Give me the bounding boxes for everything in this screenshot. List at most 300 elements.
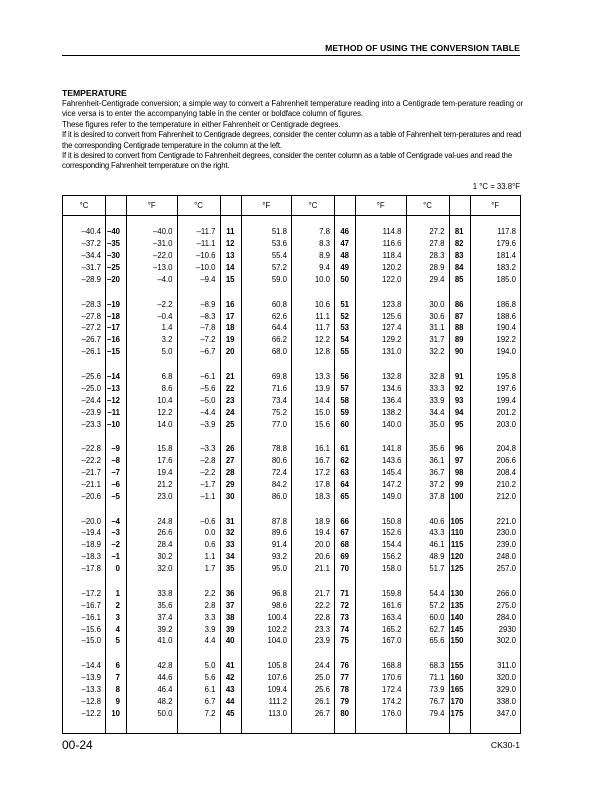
table-row xyxy=(63,551,521,563)
center-value-cell: –4 xyxy=(111,516,120,526)
center-value-cell: 7 xyxy=(115,673,120,682)
center-value-cell: 66 xyxy=(340,516,349,526)
temperature-cell: 122.0 xyxy=(356,274,407,286)
intro-text xyxy=(62,99,524,172)
temperature-cell: 46.1 xyxy=(406,539,449,551)
center-value-cell: 38 xyxy=(225,612,235,622)
temperature-cell: 71.6 xyxy=(241,383,292,395)
temperature-cell: 204.8 xyxy=(470,443,521,455)
temperature-cell: 30.0 xyxy=(406,299,449,311)
temperature-cell: –21.1 xyxy=(63,479,106,491)
temperature-cell: –10.6 xyxy=(177,250,220,262)
table-row xyxy=(63,407,521,419)
center-value-cell: 61 xyxy=(340,444,349,454)
table-row xyxy=(63,600,521,612)
temperature-cell: 65.6 xyxy=(406,636,449,648)
center-value-cell: 59 xyxy=(340,407,349,417)
temperature-cell: –8.9 xyxy=(177,299,220,311)
temperature-cell: 25.0 xyxy=(292,672,335,684)
center-value-cell: –14 xyxy=(106,371,120,381)
column-header: °F xyxy=(241,196,292,216)
temperature-cell: 60.8 xyxy=(241,299,292,311)
temperature-cell: 12.8 xyxy=(292,346,335,358)
center-value-cell: 3 xyxy=(115,612,120,622)
temperature-cell: 13.9 xyxy=(292,383,335,395)
temperature-cell: 15.6 xyxy=(292,419,335,431)
temperature-cell: –3.3 xyxy=(177,443,220,455)
temperature-cell: 23.9 xyxy=(292,636,335,648)
center-value-cell: 49 xyxy=(340,263,349,273)
table-row xyxy=(63,563,521,575)
temperature-cell: –17.8 xyxy=(63,563,106,575)
table-row xyxy=(63,311,521,323)
temperature-cell: –10.0 xyxy=(177,262,220,274)
temperature-cell: 8.6 xyxy=(127,383,178,395)
temperature-cell: 53.6 xyxy=(241,238,292,250)
center-value-cell: –35 xyxy=(106,239,120,249)
temperature-cell: 26.1 xyxy=(292,696,335,708)
temperature-cell: –22.0 xyxy=(127,250,178,262)
center-value-cell: –11 xyxy=(107,407,120,417)
temperature-cell: 1.7 xyxy=(177,563,220,575)
column-header: °C xyxy=(177,196,220,216)
center-value-cell: 91 xyxy=(454,371,464,381)
temperature-cell: 183.2 xyxy=(470,262,521,274)
center-value-cell: 14 xyxy=(225,263,235,273)
temperature-cell: 5.0 xyxy=(127,346,178,358)
temperature-cell: 21.2 xyxy=(127,479,178,491)
temperature-cell: 129.2 xyxy=(356,335,407,347)
temperature-cell: 21.1 xyxy=(292,563,335,575)
temperature-cell: 18.3 xyxy=(292,491,335,503)
center-value-cell: –6 xyxy=(111,479,120,489)
temperature-cell: 62.6 xyxy=(241,311,292,323)
center-value-cell: –25 xyxy=(106,263,120,273)
temperature-cell: 24.4 xyxy=(292,660,335,672)
column-header: °F xyxy=(356,196,407,216)
center-value-cell: 1 xyxy=(115,588,120,598)
temperature-cell: 35.6 xyxy=(127,600,178,612)
temperature-cell: 5.0 xyxy=(177,660,220,672)
center-value-cell: –13 xyxy=(106,383,120,393)
temperature-cell: 41.0 xyxy=(127,636,178,648)
temperature-cell: 338.0 xyxy=(470,696,521,708)
temperature-cell: 8.3 xyxy=(292,238,335,250)
temperature-cell: –1.1 xyxy=(177,491,220,503)
temperature-cell: 48.9 xyxy=(406,551,449,563)
temperature-cell: 50.0 xyxy=(127,708,178,720)
spacer-row xyxy=(63,575,521,588)
temperature-cell: –25.0 xyxy=(63,383,106,395)
temperature-cell: 14.4 xyxy=(292,395,335,407)
temperature-cell: –31.0 xyxy=(127,238,178,250)
center-value-cell: 25 xyxy=(225,419,235,429)
temperature-cell: 176.0 xyxy=(356,708,407,720)
temperature-cell: 20.0 xyxy=(292,539,335,551)
temperature-cell: 29.4 xyxy=(406,274,449,286)
center-value-cell: 80 xyxy=(340,708,349,718)
temperature-cell: 89.6 xyxy=(241,528,292,540)
temperature-cell: 208.4 xyxy=(470,467,521,479)
center-value-cell: 17 xyxy=(225,311,235,321)
temperature-cell: 170.6 xyxy=(356,672,407,684)
center-value-cell: 44 xyxy=(225,696,235,706)
temperature-cell: 197.6 xyxy=(470,383,521,395)
center-value-cell: 29 xyxy=(225,479,235,489)
temperature-cell: 93.2 xyxy=(241,551,292,563)
temperature-cell: 27.2 xyxy=(406,227,449,239)
center-value-cell: 105 xyxy=(450,516,464,526)
temperature-cell: –3.9 xyxy=(177,419,220,431)
temperature-cell: –12.8 xyxy=(63,696,106,708)
temperature-cell: 181.4 xyxy=(470,250,521,262)
temperature-cell: 30.2 xyxy=(127,551,178,563)
temperature-cell: 7.2 xyxy=(177,708,220,720)
temperature-cell: 10.4 xyxy=(127,395,178,407)
center-value-cell: 58 xyxy=(340,395,349,405)
temperature-cell: 161.6 xyxy=(356,600,407,612)
center-value-cell: 26 xyxy=(225,444,235,454)
temperature-cell: –13.0 xyxy=(127,262,178,274)
temperature-cell: 347.0 xyxy=(470,708,521,720)
temperature-cell: 48.2 xyxy=(127,696,178,708)
page-number: 00-24 xyxy=(62,738,93,752)
temperature-cell: 32.8 xyxy=(406,371,449,383)
temperature-cell: 32.2 xyxy=(406,346,449,358)
table-row xyxy=(63,636,521,648)
temperature-cell: 23.0 xyxy=(127,491,178,503)
center-value-cell: 24 xyxy=(225,407,235,417)
temperature-cell: 6.1 xyxy=(177,684,220,696)
temperature-cell: 199.4 xyxy=(470,395,521,407)
table-row xyxy=(63,467,521,479)
temperature-cell: –4.0 xyxy=(127,274,178,286)
center-value-cell: 145 xyxy=(450,624,464,634)
temperature-cell: 5.6 xyxy=(177,672,220,684)
temperature-cell: 55.4 xyxy=(241,250,292,262)
table-row xyxy=(63,516,521,528)
temperature-cell: 17.8 xyxy=(292,479,335,491)
temperature-cell: 127.4 xyxy=(356,323,407,335)
temperature-cell: 1.4 xyxy=(127,323,178,335)
center-value-cell: 18 xyxy=(225,323,235,333)
temperature-cell: 1.1 xyxy=(177,551,220,563)
temperature-cell: 33.8 xyxy=(127,588,178,600)
center-value-cell: 87 xyxy=(454,311,464,321)
temperature-cell: 79.4 xyxy=(406,708,449,720)
table-row xyxy=(63,335,521,347)
temperature-cell: 12.2 xyxy=(292,335,335,347)
center-value-cell: 71 xyxy=(340,588,349,598)
temperature-cell: 125.6 xyxy=(356,311,407,323)
center-value-cell: 95 xyxy=(454,419,464,429)
center-value-cell: 21 xyxy=(225,371,235,381)
temperature-cell: 10.0 xyxy=(292,274,335,286)
center-value-cell: 96 xyxy=(454,444,464,454)
center-value-cell: 13 xyxy=(225,251,235,261)
center-value-cell: 77 xyxy=(340,673,349,682)
temperature-cell: 26.7 xyxy=(292,708,335,720)
temperature-cell: 158.0 xyxy=(356,563,407,575)
center-value-cell: 78 xyxy=(340,684,349,694)
temperature-cell: 4.4 xyxy=(177,636,220,648)
temperature-cell: 31.7 xyxy=(406,335,449,347)
center-value-cell: –9 xyxy=(111,444,120,454)
temperature-cell: 248.0 xyxy=(470,551,521,563)
center-value-cell: 120 xyxy=(450,552,464,562)
temperature-cell: 17.6 xyxy=(127,455,178,467)
table-row xyxy=(63,491,521,503)
table-row xyxy=(63,479,521,491)
temperature-cell: 141.8 xyxy=(356,443,407,455)
center-value-cell: 98 xyxy=(454,468,464,478)
temperature-cell: 6.7 xyxy=(177,696,220,708)
temperature-cell: 71.1 xyxy=(406,672,449,684)
center-value-cell: 65 xyxy=(340,491,349,501)
temperature-cell: 8.9 xyxy=(292,250,335,262)
temperature-cell: 11.7 xyxy=(292,323,335,335)
spacer-row xyxy=(63,503,521,516)
temperature-cell: 19.4 xyxy=(292,528,335,540)
center-value-cell: 81 xyxy=(454,227,464,237)
temperature-cell: 26.6 xyxy=(127,528,178,540)
temperature-cell: 36.7 xyxy=(406,467,449,479)
temperature-cell: 154.4 xyxy=(356,539,407,551)
center-value-cell: 86 xyxy=(454,299,464,309)
temperature-cell: 192.2 xyxy=(470,335,521,347)
center-value-cell: 11 xyxy=(226,227,235,237)
center-value-cell: 51 xyxy=(340,299,349,309)
temperature-cell: –0.4 xyxy=(127,311,178,323)
temperature-cell: –15.6 xyxy=(63,624,106,636)
temperature-cell: 51.8 xyxy=(241,227,292,239)
table-body xyxy=(63,216,521,734)
temperature-cell: 174.2 xyxy=(356,696,407,708)
center-value-cell: 99 xyxy=(454,479,464,489)
unit-note: 1 °C = 33.8°F xyxy=(472,182,520,191)
temperature-cell: –13.3 xyxy=(63,684,106,696)
center-value-cell: 6 xyxy=(115,661,120,671)
center-value-cell: 110 xyxy=(450,528,464,538)
temperature-cell: –26.1 xyxy=(63,346,106,358)
temperature-cell: 0.0 xyxy=(177,528,220,540)
center-value-cell: 54 xyxy=(340,335,349,345)
temperature-cell: 35.0 xyxy=(406,419,449,431)
temperature-cell: 132.8 xyxy=(356,371,407,383)
temperature-cell: 2.2 xyxy=(177,588,220,600)
table-row xyxy=(63,443,521,455)
center-value-cell: 46 xyxy=(340,227,349,237)
spacer-row xyxy=(63,358,521,371)
temperature-cell: 149.0 xyxy=(356,491,407,503)
temperature-cell: 9.4 xyxy=(292,262,335,274)
temperature-cell: 3.2 xyxy=(127,335,178,347)
temperature-cell: –31.7 xyxy=(63,262,106,274)
temperature-cell: 96.8 xyxy=(241,588,292,600)
center-value-cell: 53 xyxy=(340,323,349,333)
temperature-cell: –19.4 xyxy=(63,528,106,540)
column-header xyxy=(220,196,241,216)
center-value-cell: 60 xyxy=(340,419,349,429)
center-value-cell: 69 xyxy=(340,552,349,562)
center-value-cell: 4 xyxy=(115,624,120,634)
temperature-cell: –14.4 xyxy=(63,660,106,672)
temperature-cell: 266.0 xyxy=(470,588,521,600)
temperature-cell: 54.4 xyxy=(406,588,449,600)
temperature-cell: 105.8 xyxy=(241,660,292,672)
temperature-cell: –18.9 xyxy=(63,539,106,551)
center-value-cell: 160 xyxy=(450,673,464,682)
center-value-cell: 89 xyxy=(454,335,464,345)
temperature-cell: –25.6 xyxy=(63,371,106,383)
temperature-cell: 43.3 xyxy=(406,528,449,540)
temperature-cell: 2.8 xyxy=(177,600,220,612)
temperature-cell: –17.2 xyxy=(63,588,106,600)
temperature-cell: –0.6 xyxy=(177,516,220,528)
temperature-cell: 17.2 xyxy=(292,467,335,479)
center-value-cell: 140 xyxy=(450,612,464,622)
table-row xyxy=(63,346,521,358)
temperature-cell: 33.9 xyxy=(406,395,449,407)
spacer-row xyxy=(63,431,521,444)
center-value-cell: 82 xyxy=(454,239,464,249)
temperature-cell: 87.8 xyxy=(241,516,292,528)
temperature-cell: 60.0 xyxy=(406,612,449,624)
temperature-cell: –11.7 xyxy=(177,227,220,239)
header-rule xyxy=(62,55,520,56)
center-value-cell: 88 xyxy=(454,323,464,333)
center-value-cell: 33 xyxy=(225,540,235,550)
table-header-row xyxy=(63,196,521,216)
temperature-cell: 190.4 xyxy=(470,323,521,335)
temperature-cell: –2.2 xyxy=(177,467,220,479)
center-value-cell: 56 xyxy=(340,371,349,381)
table-row xyxy=(63,274,521,286)
temperature-cell: 18.9 xyxy=(292,516,335,528)
center-value-cell: 79 xyxy=(340,696,349,706)
center-value-cell: 125 xyxy=(450,564,464,574)
temperature-cell: 75.2 xyxy=(241,407,292,419)
center-value-cell: 15 xyxy=(225,274,235,284)
temperature-cell: 21.7 xyxy=(292,588,335,600)
temperature-cell: –6.1 xyxy=(177,371,220,383)
temperature-cell: –11.1 xyxy=(177,238,220,250)
temperature-cell: –26.7 xyxy=(63,335,106,347)
temperature-cell: 138.2 xyxy=(356,407,407,419)
table-row xyxy=(63,419,521,431)
temperature-cell: 39.2 xyxy=(127,624,178,636)
temperature-cell: –1.7 xyxy=(177,479,220,491)
table-row xyxy=(63,708,521,720)
center-value-cell: 41 xyxy=(225,661,235,671)
temperature-cell: 168.8 xyxy=(356,660,407,672)
temperature-cell: 172.4 xyxy=(356,684,407,696)
center-value-cell: 72 xyxy=(340,600,349,610)
center-value-cell: 31 xyxy=(225,516,235,526)
center-value-cell: –3 xyxy=(111,528,120,538)
spacer-row xyxy=(63,286,521,299)
temperature-cell: –24.4 xyxy=(63,395,106,407)
center-value-cell: –12 xyxy=(106,395,120,405)
temperature-cell: 329.0 xyxy=(470,684,521,696)
center-value-cell: 20 xyxy=(225,347,235,357)
center-value-cell: 68 xyxy=(340,540,349,550)
temperature-cell: –34.4 xyxy=(63,250,106,262)
center-value-cell: –8 xyxy=(111,456,120,466)
center-value-cell: 97 xyxy=(454,456,464,466)
temperature-cell: 62.7 xyxy=(406,624,449,636)
center-value-cell: 0 xyxy=(115,564,120,574)
temperature-cell: 14.0 xyxy=(127,419,178,431)
column-header: °C xyxy=(292,196,335,216)
temperature-cell: 68.0 xyxy=(241,346,292,358)
center-value-cell: –40 xyxy=(106,227,120,237)
temperature-cell: –2.2 xyxy=(127,299,178,311)
center-value-cell: 130 xyxy=(450,588,464,598)
center-value-cell: 83 xyxy=(454,251,464,261)
temperature-cell: 28.3 xyxy=(406,250,449,262)
temperature-cell: –6.7 xyxy=(177,346,220,358)
center-value-cell: 19 xyxy=(225,335,235,345)
temperature-cell: –15.0 xyxy=(63,636,106,648)
table-row xyxy=(63,684,521,696)
temperature-cell: –27.8 xyxy=(63,311,106,323)
center-value-cell: –30 xyxy=(106,251,120,261)
center-value-cell: –20 xyxy=(106,274,120,284)
temperature-cell: 221.0 xyxy=(470,516,521,528)
center-value-cell: 135 xyxy=(450,600,464,610)
temperature-cell: –16.7 xyxy=(63,600,106,612)
temperature-cell: 15.0 xyxy=(292,407,335,419)
center-value-cell: 43 xyxy=(225,684,235,694)
temperature-cell: –12.2 xyxy=(63,708,106,720)
temperature-cell: 76.7 xyxy=(406,696,449,708)
center-value-cell: 115 xyxy=(450,540,464,550)
temperature-cell: 80.6 xyxy=(241,455,292,467)
temperature-cell: 72.4 xyxy=(241,467,292,479)
table-row xyxy=(63,588,521,600)
center-value-cell: 10 xyxy=(111,708,120,718)
center-value-cell: 8 xyxy=(115,684,120,694)
intro-paragraph: If it is desired to convert from Centigrade to Fahrenheit degrees, consider the center column as a table of Centigrade val-ues and read the corresponding Fahrenheit temperature on the right. xyxy=(62,151,512,171)
center-value-cell: –10 xyxy=(106,419,120,429)
intro-paragraph: Fahrenheit-Centigrade conversion; a simple way to convert a Fahrenheit temperature reading into a Centigrade tem-perature reading or vice versa is to enter the accompanying table in the center or boldface column of figures. xyxy=(62,99,524,119)
temperature-cell: 111.2 xyxy=(241,696,292,708)
temperature-cell: 57.2 xyxy=(406,600,449,612)
temperature-cell: 37.2 xyxy=(406,479,449,491)
table-row xyxy=(63,612,521,624)
center-value-cell: 55 xyxy=(340,347,349,357)
intro-paragraph: These figures refer to the temperature in either Fahrenheit or Centigrade degrees. xyxy=(62,119,341,129)
column-header xyxy=(335,196,356,216)
center-value-cell: 92 xyxy=(454,383,464,393)
spacer-row xyxy=(63,720,521,734)
temperature-cell: 51.7 xyxy=(406,563,449,575)
temperature-cell: 30.6 xyxy=(406,311,449,323)
temperature-cell: 104.0 xyxy=(241,636,292,648)
center-value-cell: 23 xyxy=(225,395,235,405)
temperature-cell: 22.8 xyxy=(292,612,335,624)
temperature-cell: 28.4 xyxy=(127,539,178,551)
center-value-cell: 9 xyxy=(115,696,120,706)
table-row xyxy=(63,371,521,383)
temperature-cell: 275.0 xyxy=(470,600,521,612)
temperature-cell: 212.0 xyxy=(470,491,521,503)
temperature-cell: 311.0 xyxy=(470,660,521,672)
temperature-cell: 6.8 xyxy=(127,371,178,383)
temperature-cell: 95.0 xyxy=(241,563,292,575)
table-row xyxy=(63,660,521,672)
